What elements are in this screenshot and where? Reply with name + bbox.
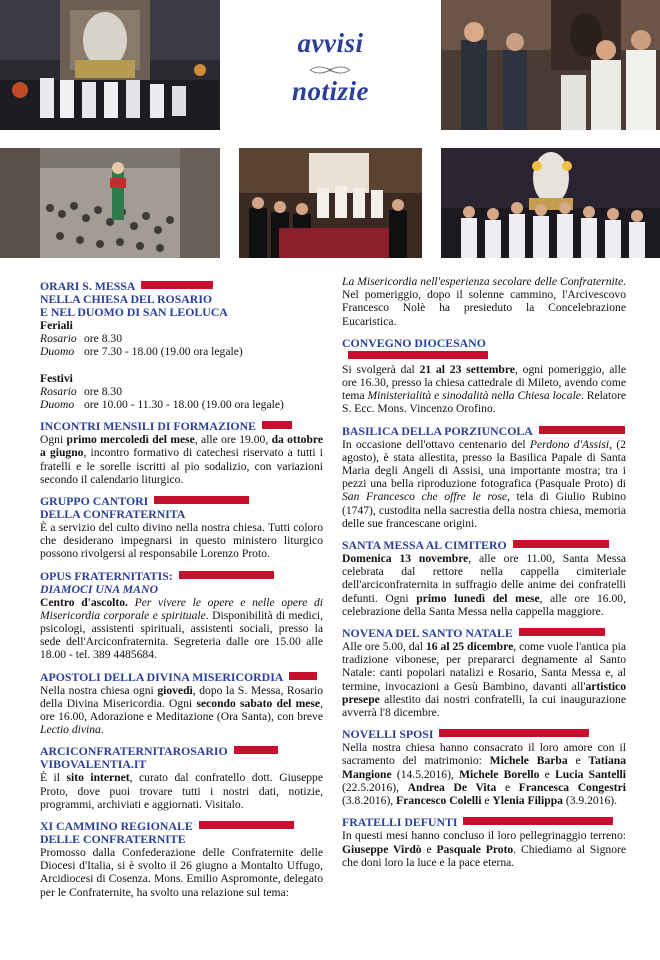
section-text: Centro d'ascolto. Per vivere le opere e nelle opere di Misericordia corporale e spirituale. Disponibilità di medici, psicologi, assistenti spirituali, assistenti sociali, presso la sede dell'Arciconfraternita. Segreteria dalle ore 15.00 alle 18.00 - tel. 389 4485684.	[40, 595, 324, 662]
section-text: Ogni primo mercoledì del mese, alle ore 19.00, da ottobre a giugno, incontro formativo di catechesi riservato a tutti i fratelli e le sorelle iscritti al pio sodalizio, con variazioni secondo il calendario liturgico.	[40, 433, 324, 486]
section-title: FRATELLI DEFUNTI	[342, 816, 626, 829]
section-text: Nella nostra chiesa ogni giovedì, dopo la S. Messa, Rosario della Divina Misericordia. Ogni secondo sabato del mese, ore 16.00, Adorazione e Meditazione (Ora Santa), con breve Lectio divina.	[40, 683, 323, 737]
section-cimitero	[342, 539, 626, 618]
section-title: ARCICONFRATERNITAROSARIO VIBOVALENTIA.IT	[40, 745, 323, 771]
section-title: ORARI S. MESSA NELLA CHIESA DEL ROSARIO E NEL DUOMO DI SAN LEOLUCA	[40, 279, 228, 319]
accent-bar	[348, 351, 488, 359]
accent-bar	[234, 746, 278, 754]
accent-bar	[513, 540, 609, 548]
section-cantori	[40, 495, 323, 561]
section-text: In questi mesi hanno concluso il loro pellegrinaggio terreno: Giuseppe Virdò e Pasquale Proto. Chiediamo al Signore che doni loro la luce e la pace eterna.	[342, 829, 626, 869]
section-title: CONVEGNO DIOCESANO	[342, 337, 626, 363]
section-text: In occasione dell'ottavo centenario del Perdono d'Assisi, (2 agosto), è stata allestita, presso la Basilica Papale di Santa Maria degli Angeli di Assisi, una importante mostra; tra i pezzi una bella riproduzione fotografica (Pasquale Proto) di San Francesco che offre le rose, tela di Giulio Rubino (1747), custodita nella sacrestia della nostra chiesa, memoria delle sue francescane origini.	[342, 437, 626, 530]
section-title: XI CAMMINO REGIONALE DELLE CONFRATERNITE	[40, 820, 323, 846]
schedule-row: Duomo ore 7.30 - 18.00 (19.00 ora legale)	[40, 345, 243, 359]
ornament-icon	[308, 64, 352, 76]
section-defunti	[342, 816, 626, 869]
photo-crowd-procession	[0, 148, 220, 258]
section-title: BASILICA DELLA PORZIUNCOLA	[342, 425, 626, 438]
header-title	[220, 0, 441, 130]
website-link[interactable]: VIBOVALENTIA.IT	[40, 757, 147, 772]
schedule-row: Duomo ore 10.00 - 11.30 - 18.00 (19.00 ora legale)	[40, 398, 284, 412]
section-text: La Misericordia nell'esperienza secolare delle Confraternite. Nel pomeriggio, dopo il solenne cammino, l'Arcivescovo Francesco Nolè ha presieduto la Concelebrazione Eucaristica.	[342, 275, 626, 328]
section-title: GRUPPO CANTORI DELLA CONFRATERNITA	[40, 495, 323, 521]
feriali-label: Feriali	[40, 319, 73, 332]
section-text: È a servizio del culto divino nella nostra chiesa. Tutti coloro che desiderano impegnarsi in questo ministero liturgico possono rivolgersi al responsabile Lorenzo Proto.	[40, 521, 323, 561]
section-orari	[40, 280, 323, 411]
section-opus	[40, 570, 323, 662]
accent-bar	[463, 817, 613, 825]
festivi-label: Festivi	[40, 371, 73, 385]
section-title: APOSTOLI DELLA DIVINA MISERICORDIA	[40, 671, 323, 684]
section-apostoli	[40, 671, 323, 737]
section-porziuncola	[342, 425, 626, 530]
accent-bar	[439, 729, 589, 737]
accent-bar	[141, 281, 213, 289]
title-avvisi: avvisi	[297, 28, 364, 58]
accent-bar	[539, 426, 625, 434]
photo-statue-night	[441, 148, 660, 258]
schedule-row: Rosario ore 8.30	[40, 332, 122, 346]
section-cammino-continued	[342, 275, 626, 328]
section-novena	[342, 627, 626, 719]
section-sposi	[342, 728, 626, 807]
section-title: SANTA MESSA AL CIMITERO	[342, 539, 626, 552]
accent-bar	[289, 672, 317, 680]
accent-bar	[199, 821, 294, 829]
photo-choir	[239, 148, 422, 258]
section-title: NOVELLI SPOSI	[342, 728, 626, 741]
section-text: Alle ore 5.00, dal 16 al 25 dicembre, come vuole l'antica pia tradizione vibonese, per prepararci degnamente al Santo Natale: canti popolari natalizi e Rosario, Santa Messa e, al termine, invocazioni a Gesù Bambino, davanti all'artistico presepe allestito dai nostri confratelli, la cui inaugurazione avverrà l'8 dicembre.	[342, 640, 626, 720]
accent-bar	[519, 628, 605, 636]
schedule-row: Rosario ore 8.30	[40, 384, 122, 398]
section-sito	[40, 745, 323, 811]
section-title: NOVENA DEL SANTO NATALE	[342, 627, 626, 640]
photo-clergy-ceremony	[441, 0, 660, 130]
right-column	[342, 275, 626, 878]
section-convegno	[342, 337, 626, 416]
section-text: Domenica 13 novembre, alle ore 11.00, Santa Messa celebrata dal rettore nella cappella cimiteriale dell'arciconfraternita in suffragio delle anime dei confratelli defunti. Ogni primo lunedì del mese, alle ore 16.00, celebrazione della Santa Messa nella cappella maggiore.	[342, 552, 626, 618]
section-text: È il sito internet, curato dal confratello dott. Giuseppe Proto, dove puoi trovare tutti i nostri dati, notizie, programmi, archiviati e aggiornati. Visitalo.	[40, 771, 323, 811]
title-notizie: notizie	[291, 76, 369, 106]
section-title: INCONTRI MENSILI DI FORMAZIONE	[40, 420, 323, 433]
section-text: Promosso dalla Confederazione delle Confraternite delle Diocesi d'Italia, si è svolto il 26 giugno a Montalto Uffugo, Arcidiocesi di Cosenza. Mons. Emilio Aspromonte, delegato per le Confraternite, ha svolto una relazione sul tema:	[40, 846, 323, 899]
accent-bar	[154, 496, 249, 504]
section-text: Si svolgerà dal 21 al 23 settembre, ogni pomeriggio, alle ore 16.30, presso la chiesa cattedrale di Mileto, avendo come tema Ministerialità e sinodalità nella Chiesa locale. Relatore S. Ecc. Mons. Vincenzo Orofino.	[342, 362, 627, 416]
section-title: OPUS FRATERNITATIS: DIAMOCI UNA MANO	[40, 570, 323, 596]
section-text: Nella nostra chiesa hanno consacrato il loro amore con il sacramento del matrimonio: Michele Barba e Tatiana Mangione (14.5.2016), Michele Borello e Lucia Santelli (22.5.2016), Andrea De Vita e Francesca Congestri (3.8.2016), Francesco Colelli e Ylenia Filippa (3.9.2016).	[342, 741, 627, 808]
section-cammino	[40, 820, 323, 899]
photo-procession-night	[0, 0, 220, 130]
left-column	[40, 280, 323, 908]
section-incontri	[40, 420, 323, 486]
accent-bar	[179, 571, 274, 579]
accent-bar	[262, 421, 292, 429]
